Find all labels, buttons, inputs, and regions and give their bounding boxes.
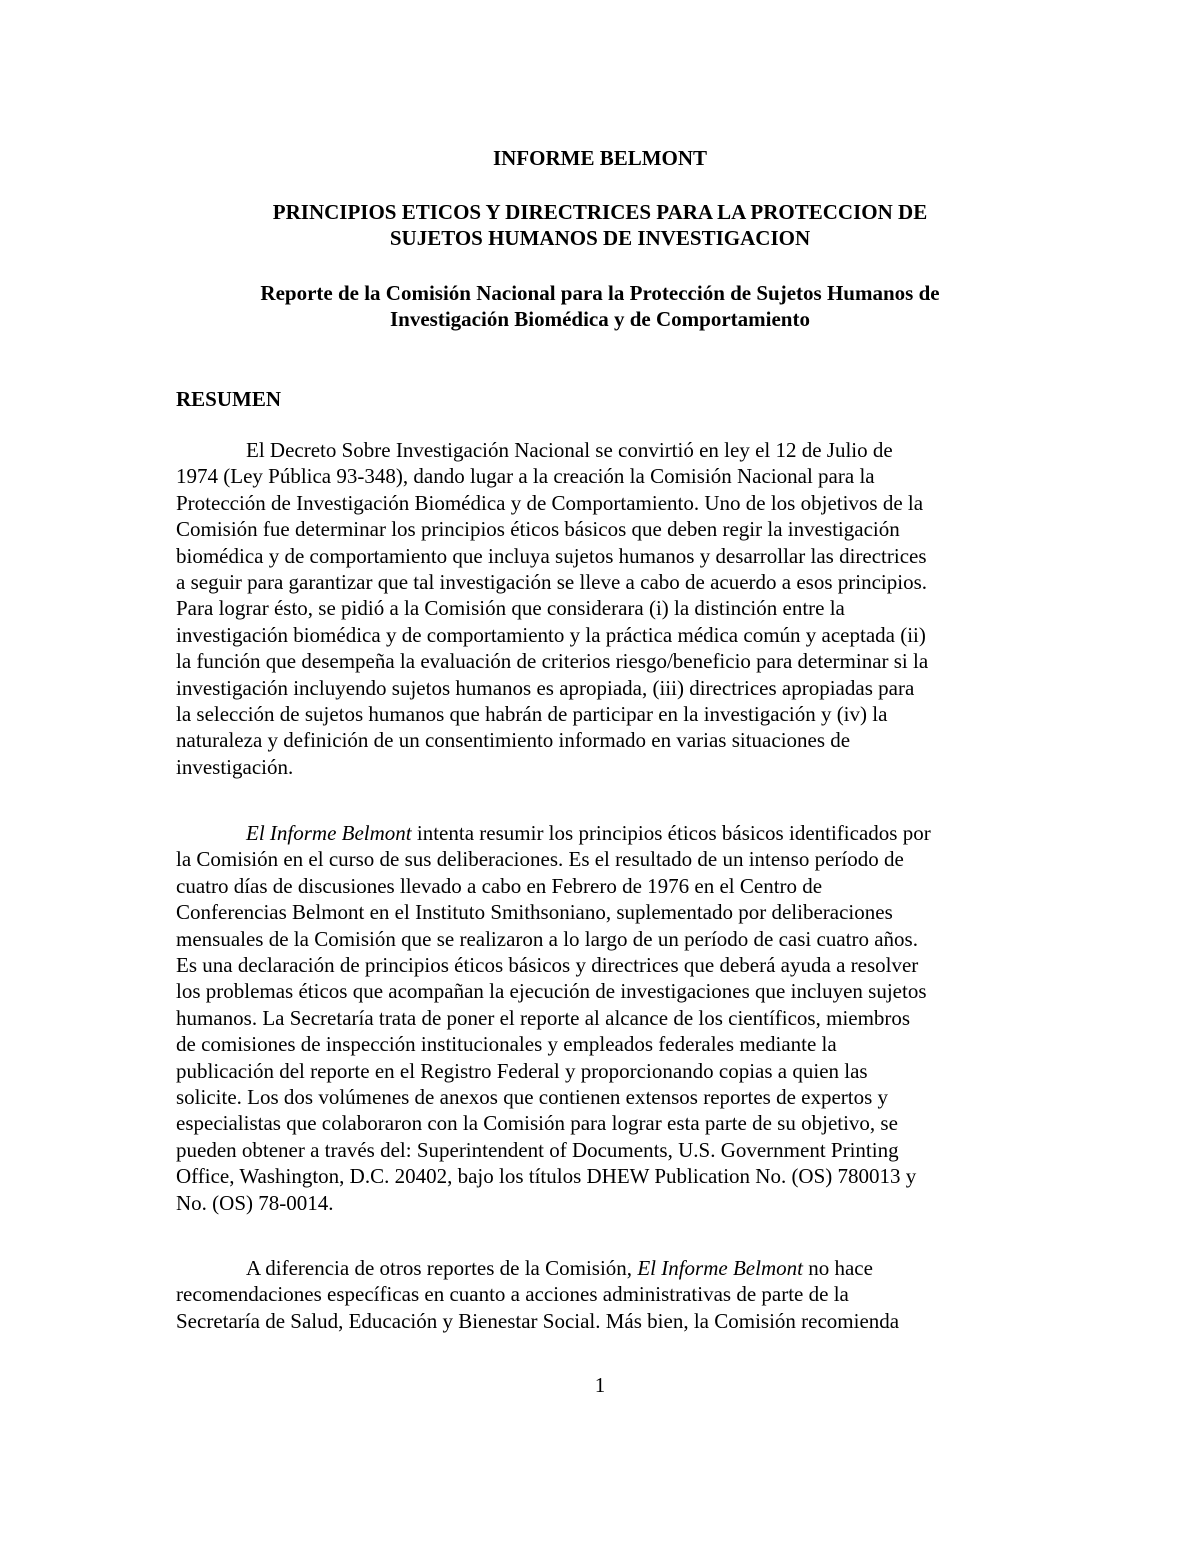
paragraph-line: publicación del reporte en el Registro Federal y proporcionando copias a quien las — [176, 1058, 868, 1083]
paragraph-line: Protección de Investigación Biomédica y de Comportamiento. Uno de los objetivos de la — [176, 490, 924, 515]
paragraph-2 — [176, 820, 1036, 1216]
paragraph-line: 1974 (Ley Pública 93-348), dando lugar a la creación la Comisión Nacional para la — [176, 464, 875, 489]
paragraph-line: recomendaciones específicas en cuanto a acciones administrativas de parte de la — [176, 1282, 849, 1307]
page-number: 1 — [594, 1373, 606, 1397]
subtitle-line: PRINCIPIOS ETICOS Y DIRECTRICES PARA LA PROTECCION DE — [272, 200, 928, 224]
report-heading — [0, 280, 1200, 332]
paragraph-line: investigación biomédica y de comportamiento y la práctica médica común y aceptada (ii) — [176, 622, 926, 647]
paragraph-line: mensuales de la Comisión que se realizaron a lo largo de un período de casi cuatro años. — [176, 926, 918, 951]
paragraph-line: especialistas que colaboraron con la Comisión para lograr esta parte de su objetivo, se — [176, 1111, 898, 1136]
paragraph-line — [176, 820, 1036, 846]
report-heading-line: Reporte de la Comisión Nacional para la Protección de Sujetos Humanos de — [260, 281, 940, 305]
paragraph-line: los problemas éticos que acompañan la ejecución de investigaciones que incluyen sujetos — [176, 979, 927, 1004]
paragraph-line: Secretaría de Salud, Educación y Bienestar Social. Más bien, la Comisión recomienda — [176, 1308, 900, 1333]
italic-title: El Informe Belmont — [246, 821, 412, 845]
paragraph-line: humanos. La Secretaría trata de poner el reporte al alcance de los científicos, miembros — [176, 1005, 911, 1030]
paragraph-line — [176, 1255, 1036, 1281]
italic-title: El Informe Belmont — [637, 1256, 803, 1280]
paragraph-line: Office, Washington, D.C. 20402, bajo los títulos DHEW Publication No. (OS) 780013 y — [176, 1164, 917, 1189]
paragraph-line: pueden obtener a través del: Superintendent of Documents, U.S. Government Printing — [176, 1137, 899, 1162]
paragraph-line: El Decreto Sobre Investigación Nacional se convirtió en ley el 12 de Julio de — [246, 438, 893, 462]
paragraph-text: no hace — [802, 1256, 873, 1280]
report-heading-line: Investigación Biomédica y de Comportamiento — [390, 307, 810, 331]
paragraph-line: biomédica y de comportamiento que incluya sujetos humanos y desarrollar las directrices — [176, 543, 927, 568]
paragraph-line: No. (OS) 78-0014. — [176, 1190, 334, 1215]
paragraph-line: Comisión fue determinar los principios éticos básicos que deben regir la investigación — [176, 517, 900, 542]
paragraph-text: intenta resumir los principios éticos básicos identificados por — [411, 821, 931, 845]
paragraph-line: Para lograr ésto, se pidió a la Comisión que considerara (i) la distinción entre la — [176, 596, 845, 621]
paragraph-3 — [176, 1255, 1036, 1334]
document-subtitle — [0, 199, 1200, 251]
paragraph-line: a seguir para garantizar que tal investigación se lleve a cabo de acuerdo a esos principios. — [176, 570, 928, 595]
paragraph-line: cuatro días de discusiones llevado a cabo en Febrero de 1976 en el Centro de — [176, 873, 823, 898]
paragraph-line: solicite. Los dos volúmenes de anexos que contienen extensos reportes de expertos y — [176, 1085, 889, 1110]
paragraph-text: A diferencia de otros reportes de la Comisión, — [246, 1256, 638, 1280]
paragraph-line: la función que desempeña la evaluación de criterios riesgo/beneficio para determinar si la — [176, 649, 929, 674]
paragraph-line: de comisiones de inspección institucionales y empleados federales mediante la — [176, 1032, 837, 1057]
paragraph-line: naturaleza y definición de un consentimiento informado en varias situaciones de — [176, 728, 851, 753]
document-title: INFORME BELMONT — [492, 146, 708, 170]
paragraph-line: Conferencias Belmont en el Instituto Smithsoniano, suplementado por deliberaciones — [176, 900, 893, 925]
paragraph-line: Es una declaración de principios éticos básicos y directrices que deberá ayuda a resolver — [176, 953, 919, 978]
paragraph-line: la Comisión en el curso de sus deliberaciones. Es el resultado de un intenso período de — [176, 847, 904, 872]
paragraph-line: investigación. — [176, 754, 294, 779]
subtitle-line: SUJETOS HUMANOS DE INVESTIGACION — [389, 226, 811, 250]
paragraph-line: la selección de sujetos humanos que habrán de participar en la investigación y (iv) la — [176, 702, 888, 727]
section-heading-resumen: RESUMEN — [176, 387, 282, 411]
paragraph-line: investigación incluyendo sujetos humanos es apropiada, (iii) directrices apropiadas para — [176, 675, 915, 700]
paragraph-1 — [176, 437, 1036, 780]
